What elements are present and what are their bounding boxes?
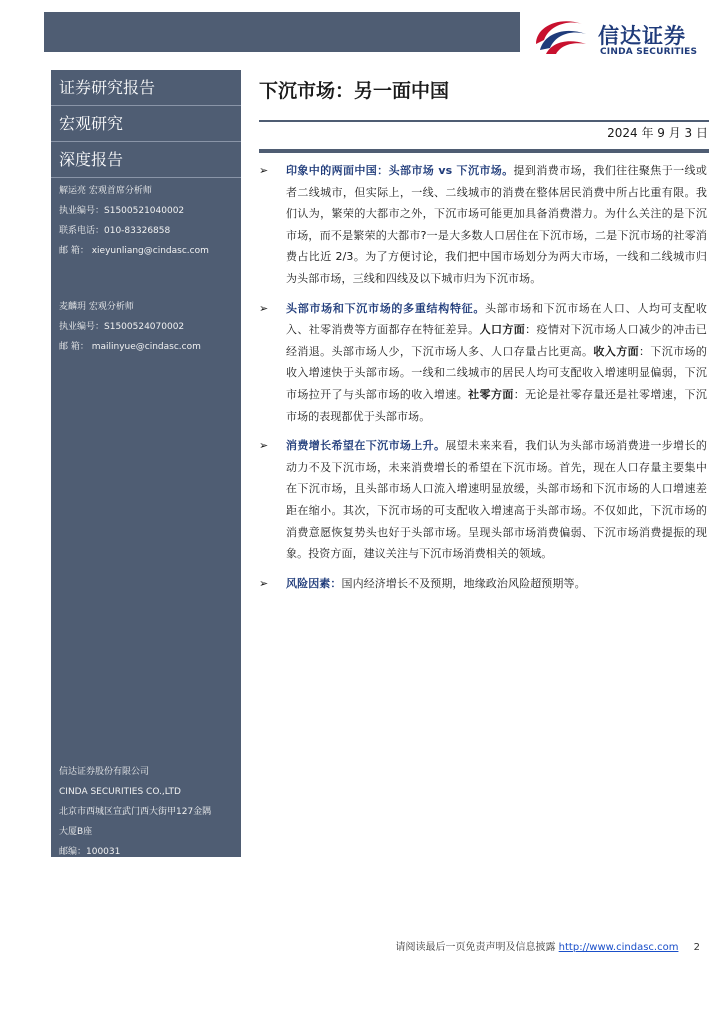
page-number: 2 [693,942,700,953]
company-info [59,762,211,862]
report-depth: 深度报告 [51,142,241,178]
analyst-1-email[interactable]: 邮 箱： xieyunliang@cindasc.com [59,246,209,256]
cinda-swirl-icon [530,14,590,58]
point-3-body: 展望未来来看，我们认为头部市场消费进一步增长的动力不及下沉市场，未来消费增长的希望在下沉市场。首先，现在人口存量主要集中在下沉市场，且头部市场人口流入增速明显放缓，头部市场和下沉市场的人口增速差距在缩小。其次，下沉市场的可支配收入增速高于头部市场。不仅如此，下沉市场的消费意愿恢复势头也好于头部市场。呈现头部市场消费偏弱、下沉市场消费提振的现象。投资方面，建议关注与下沉市场消费相关的领域。 [286,439,707,561]
website-link[interactable]: http://www.cindasc.com [558,942,679,953]
logo-name-cn: 信达证券 [598,24,686,48]
logo-name-en: CINDA SECURITIES [600,47,698,57]
disclaimer-note: 请阅读最后一页免责声明及信息披露 [395,942,556,953]
point-4-heading: 风险因素： [286,576,342,590]
point-2-heading: 头部市场和下沉市场的多重结构特征。 [286,301,486,315]
point-2-label-population: 人口方面 [479,323,526,337]
analyst-2 [51,297,241,357]
point-1-body: 提到消费市场，我们往往聚焦于一线或者二线城市，但实际上，一线、二线城市的消费在整体居民消费中所占比重有限。我们认为，繁荣的大都市之外，下沉市场可能更加具备消费潜力。为什么关注的是下沉市场，而不是繁荣的大都市?一是大多数人口居住在下沉市场，二是下沉市场的社零消费占比近 2/3。为了方便讨论，我们把中国市场划分为两大市场，一线和二线城市归为头部市场，三线和四线及以下城市归为下沉市场。 [286,164,707,285]
summary-point-1 [259,160,707,290]
point-2-body-a: 头部市场和下沉市场在人口、人均可支配收入、社零消费等方面都存在特征差异。 [286,301,707,337]
arrow-bullet-icon: ➢ [259,576,269,590]
point-2-body-b: ：疫情对下沉市场人口减少的冲击已经消退。头部市场人少，下沉市场人多、人口存量占比更高。 [286,323,707,358]
analyst-2-email[interactable]: 邮 箱： mailinyue@cindasc.com [59,342,201,352]
summary-point-3 [259,435,707,565]
report-category: 宏观研究 [51,106,241,142]
analyst-2-name-role: 麦麟玥 宏观分析师 [59,302,134,312]
point-2-label-income: 收入方面 [593,344,639,358]
point-4-body: 国内经济增长不及预期，地缘政治风险超预期等。 [341,576,586,590]
top-banner [44,12,520,52]
point-2-label-retail: 社零方面 [468,387,514,401]
arrow-bullet-icon: ➢ [259,301,269,315]
analyst-2-license: 执业编号：S1500524070002 [59,322,185,332]
analyst-1 [51,181,241,261]
point-3-heading: 消费增长希望在下沉市场上升。 [286,439,446,453]
company-postcode: 邮编：100031 [59,847,121,857]
company-address-line1: 北京市西城区宣武门西大街甲127金隅 [59,807,212,817]
summary-point-2 [259,298,707,428]
date-divider [259,149,709,153]
point-2-body-d: ：无论是社零存量还是社零增速，下沉市场的表现都优于头部市场。 [286,387,707,423]
page-title: 下沉市场：另一面中国 [259,80,450,102]
page-footer [300,938,700,953]
arrow-bullet-icon: ➢ [259,164,269,177]
arrow-bullet-icon: ➢ [259,439,269,453]
analyst-1-license: 执业编号：S1500521040002 [59,206,185,216]
analyst-1-phone: 联系电话：010-83326858 [59,226,171,236]
point-1-heading: 印象中的两面中国：头部市场 vs 下沉市场。 [286,164,514,177]
company-address-line2: 大厦B座 [59,827,93,837]
cinda-logo [530,14,710,60]
point-2-body-c: ：下沉市场的收入增速快于头部市场。一线和二线城市的居民人均可支配收入增速明显偏弱，下沉市场拉开了与头部市场的收入增速。 [286,344,707,401]
analyst-1-name-role: 解运亮 宏观首席分析师 [59,186,152,196]
title-divider [259,120,709,122]
sidebar [51,70,241,857]
company-name-en: CINDA SECURITIES CO.,LTD [59,787,181,797]
report-date: 2024 年 9 月 3 日 [607,126,708,140]
summary-content [259,160,707,602]
report-type: 证券研究报告 [51,70,241,106]
company-name-cn: 信达证券股份有限公司 [59,767,150,777]
summary-point-4 [259,573,707,595]
